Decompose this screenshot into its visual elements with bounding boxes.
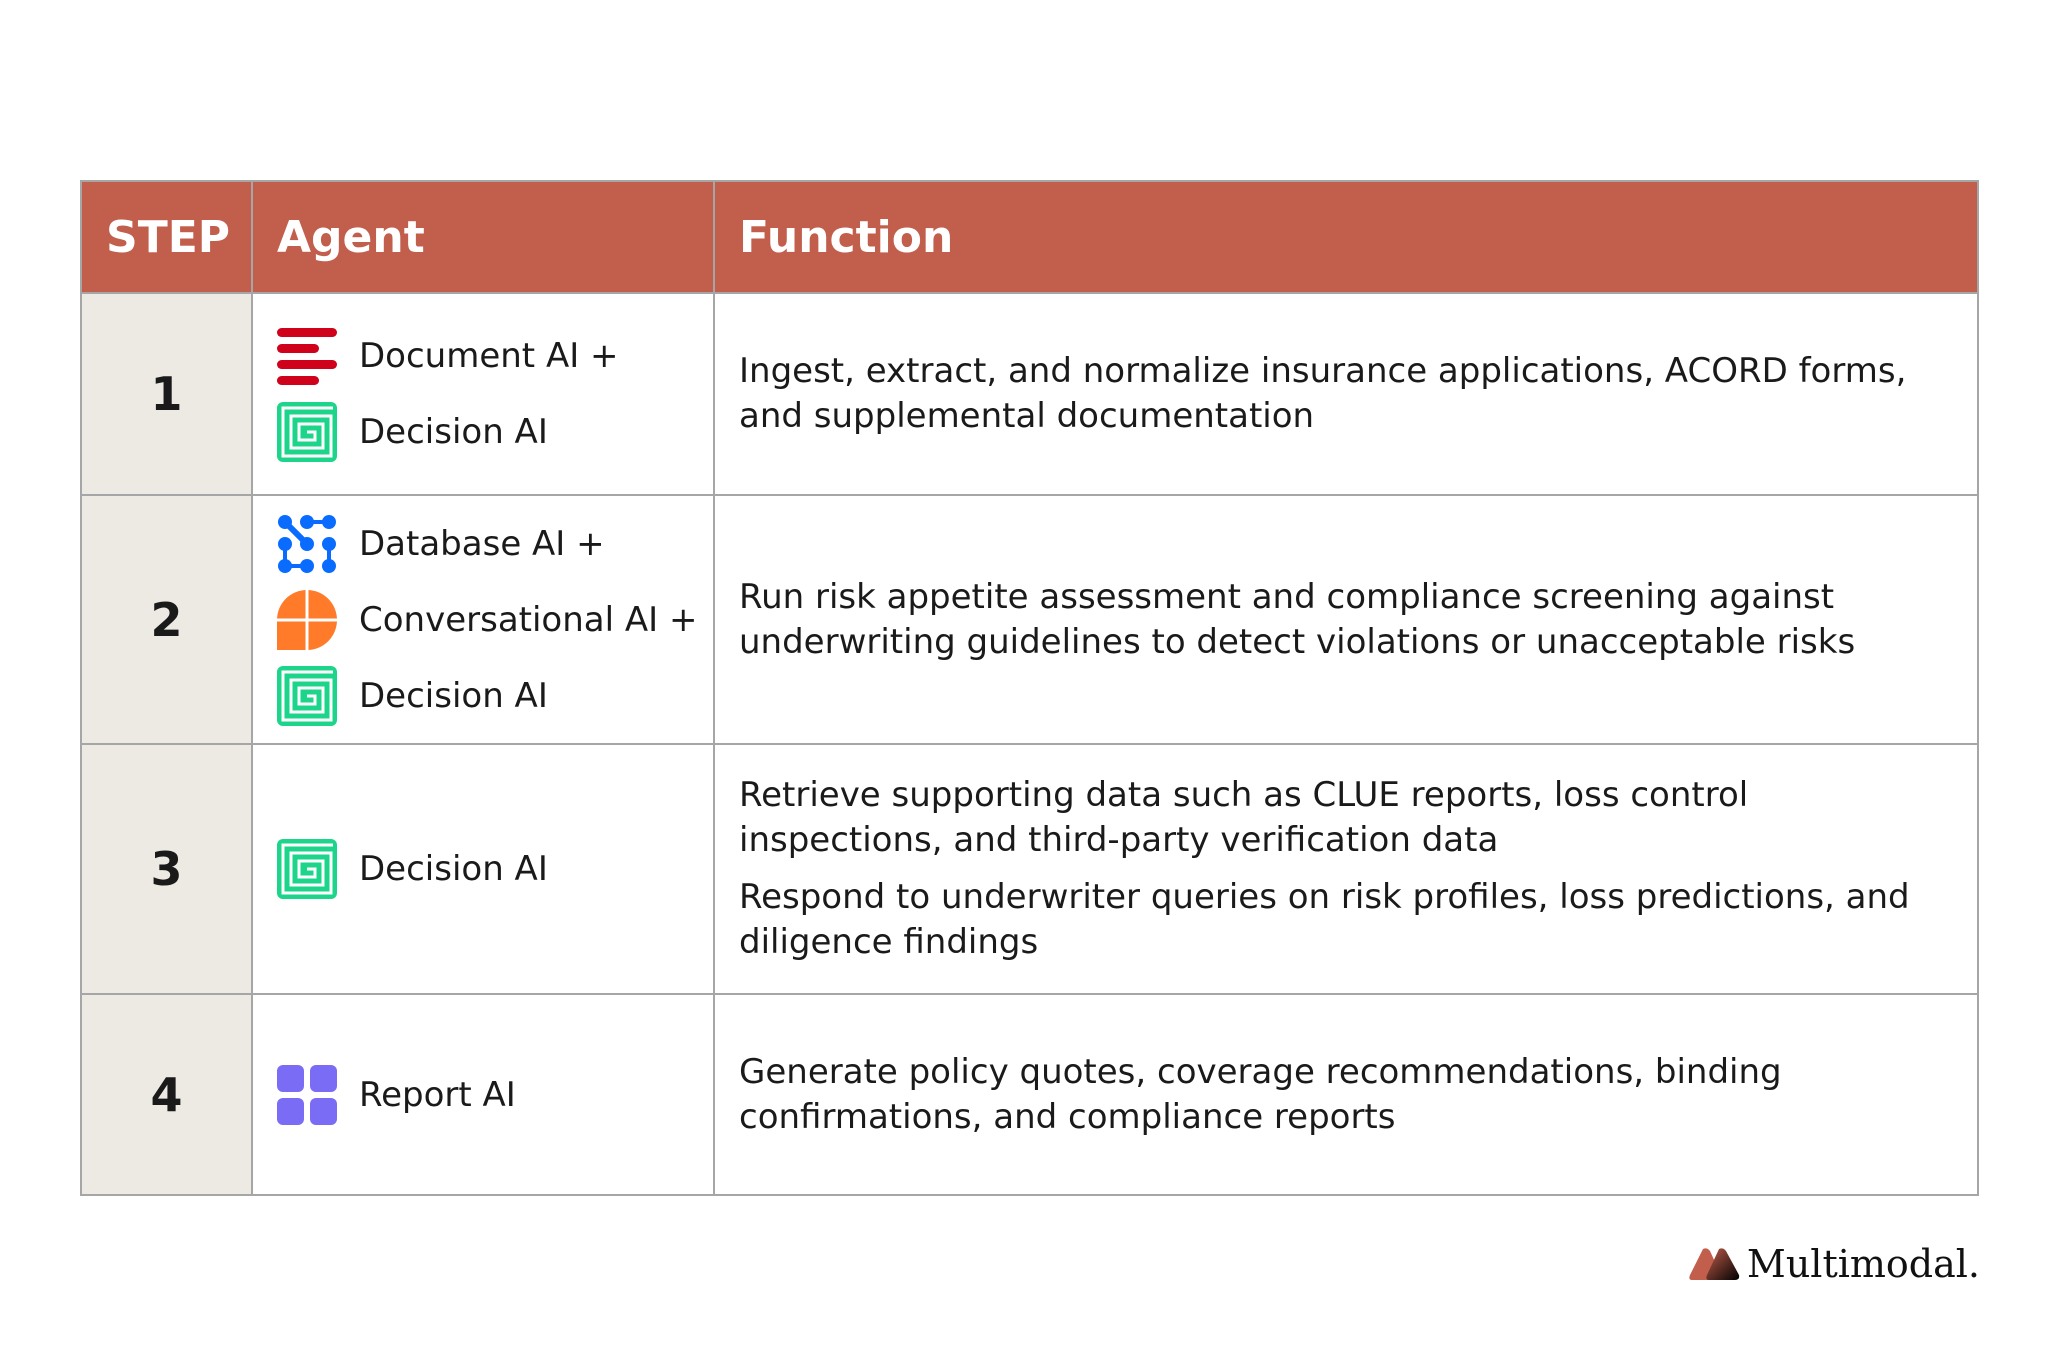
step-number: 3 — [81, 744, 252, 994]
function-cell — [714, 744, 1978, 994]
conversational-ai-icon — [277, 590, 337, 650]
agent-label: Decision AI — [359, 675, 548, 716]
header-agent: Agent — [252, 181, 714, 293]
agent-item — [277, 658, 713, 734]
function-cell — [714, 994, 1978, 1195]
agent-item — [277, 506, 713, 582]
step-number: 1 — [81, 293, 252, 495]
table-header — [81, 181, 1978, 293]
brand-name: Multimodal. — [1746, 1242, 1980, 1286]
agent-cell — [252, 495, 714, 744]
table-row — [81, 994, 1978, 1195]
agent-label: Conversational AI + — [359, 599, 698, 640]
header-function: Function — [714, 181, 1978, 293]
table-row — [81, 495, 1978, 744]
decision-ai-icon — [277, 839, 337, 899]
agents-table — [80, 180, 1979, 1196]
agent-label: Database AI + — [359, 523, 605, 564]
database-ai-icon — [277, 514, 337, 574]
multimodal-logo-icon — [1689, 1247, 1741, 1281]
function-text: Generate policy quotes, coverage recommendations, binding confirmations, and compliance reports — [739, 1051, 1782, 1137]
function-cell — [714, 495, 1978, 744]
table-row — [81, 744, 1978, 994]
agent-item — [277, 582, 713, 658]
brand-logo — [1689, 1242, 1980, 1286]
agent-cell — [252, 744, 714, 994]
decision-ai-icon — [277, 666, 337, 726]
step-number: 2 — [81, 495, 252, 744]
header-step: STEP — [81, 181, 252, 293]
agent-label: Decision AI — [359, 412, 548, 452]
decision-ai-icon — [277, 402, 337, 462]
report-ai-icon — [277, 1065, 337, 1125]
function-cell — [714, 293, 1978, 495]
agent-item — [277, 1057, 713, 1133]
agent-cell — [252, 293, 714, 495]
agent-item — [277, 831, 713, 907]
agent-label: Decision AI — [359, 849, 548, 889]
function-text: Retrieve supporting data such as CLUE reports, loss control inspections, and third-party verification data — [739, 775, 1749, 860]
document-ai-icon — [277, 326, 337, 386]
step-number: 4 — [81, 994, 252, 1195]
agent-item — [277, 318, 713, 394]
agent-label: Document AI + — [359, 336, 619, 376]
function-text: Ingest, extract, and normalize insurance applications, ACORD forms, and supplemental documentation — [739, 351, 1907, 436]
function-text: Respond to underwriter queries on risk profiles, loss predictions, and diligence findings — [739, 877, 1910, 962]
function-text: Run risk appetite assessment and compliance screening against underwriting guidelines to detect violations or unacceptable risks — [739, 576, 1856, 662]
agent-label: Report AI — [359, 1074, 516, 1115]
table-row — [81, 293, 1978, 495]
agent-cell — [252, 994, 714, 1195]
agent-item — [277, 394, 713, 470]
